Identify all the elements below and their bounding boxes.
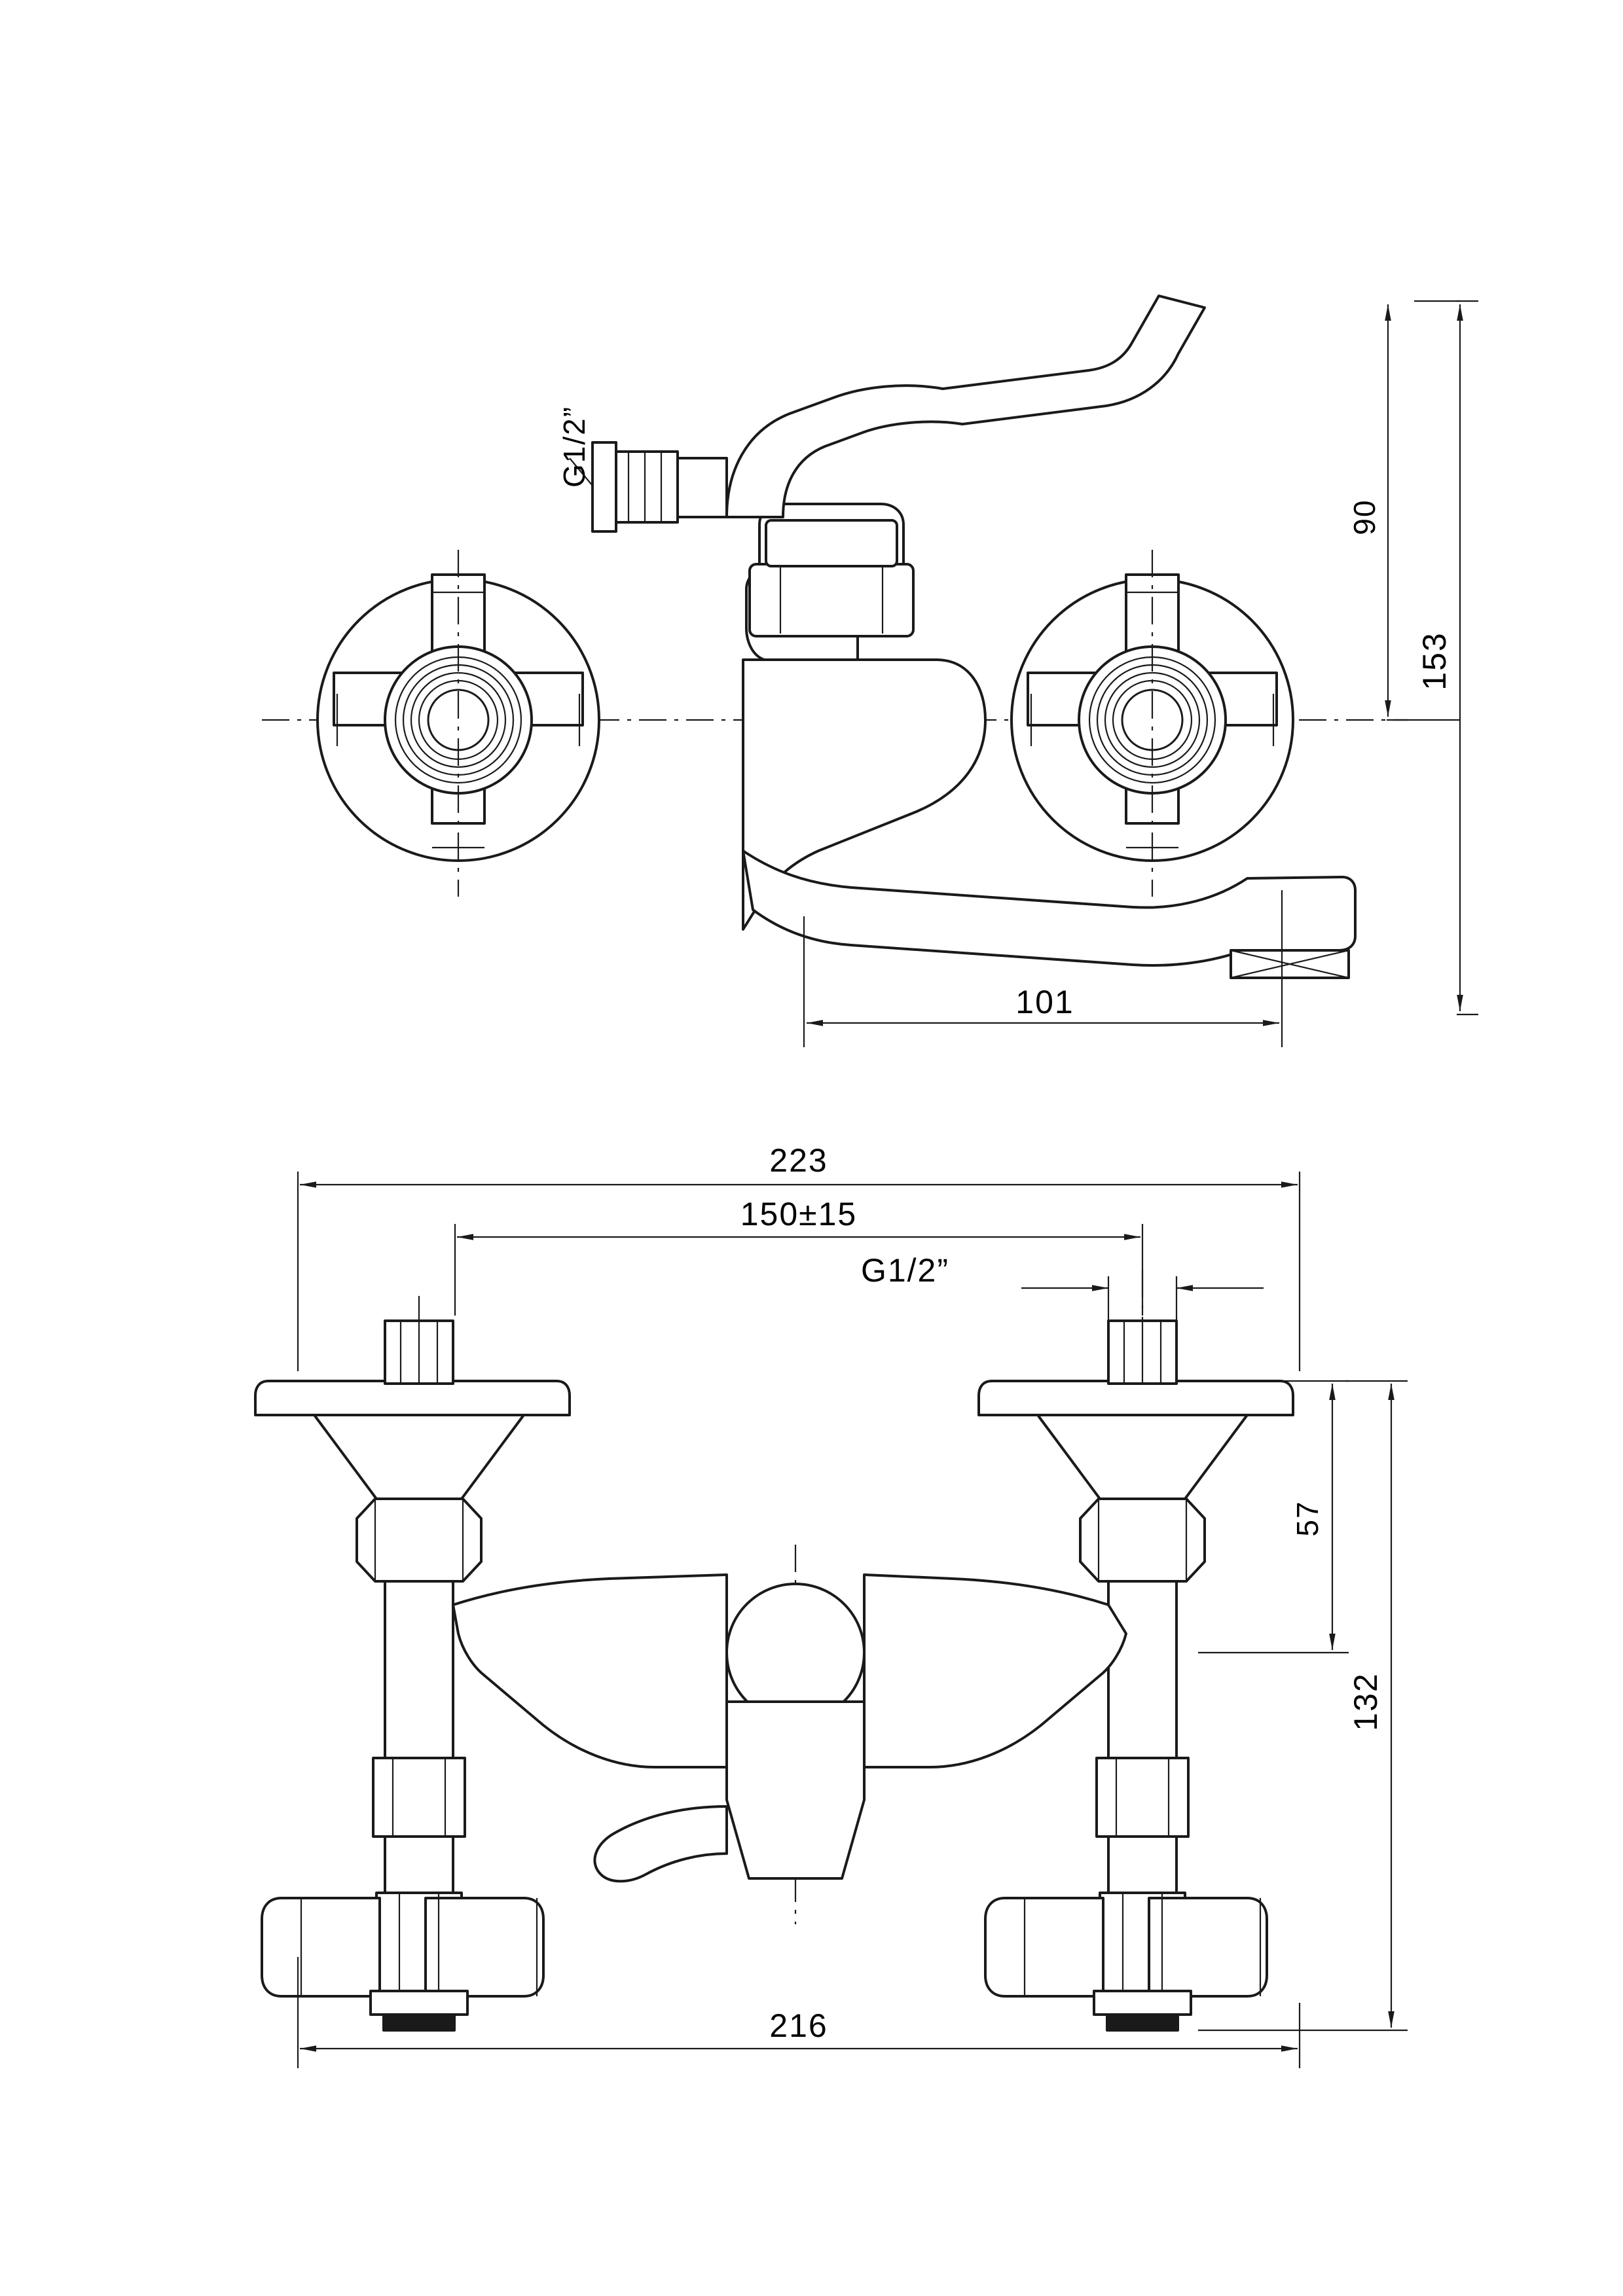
riser-nut bbox=[750, 504, 913, 636]
dim-223-label: 223 bbox=[769, 1142, 828, 1179]
plan-body bbox=[453, 1575, 1126, 1881]
shower-thread-leader bbox=[557, 406, 593, 488]
dim-101-label: 101 bbox=[1015, 984, 1074, 1020]
top-plan-view bbox=[255, 1142, 1408, 2068]
spout bbox=[743, 851, 1355, 978]
dim-g12-plan-label: G1/2” bbox=[860, 1252, 949, 1289]
shower-outlet-elbow bbox=[593, 296, 1205, 531]
front-elevation-view bbox=[262, 296, 1478, 1047]
dim-132-label: 132 bbox=[1347, 1672, 1384, 1731]
dim-90-label: 90 bbox=[1347, 499, 1381, 535]
dim-150-label: 150±15 bbox=[740, 1196, 858, 1232]
dim-g12-front-label: G1/2” bbox=[557, 405, 591, 488]
dim-57-label: 57 bbox=[1290, 1500, 1324, 1537]
dim-153-label: 153 bbox=[1416, 632, 1453, 691]
dim-216-label: 216 bbox=[769, 2007, 828, 2044]
